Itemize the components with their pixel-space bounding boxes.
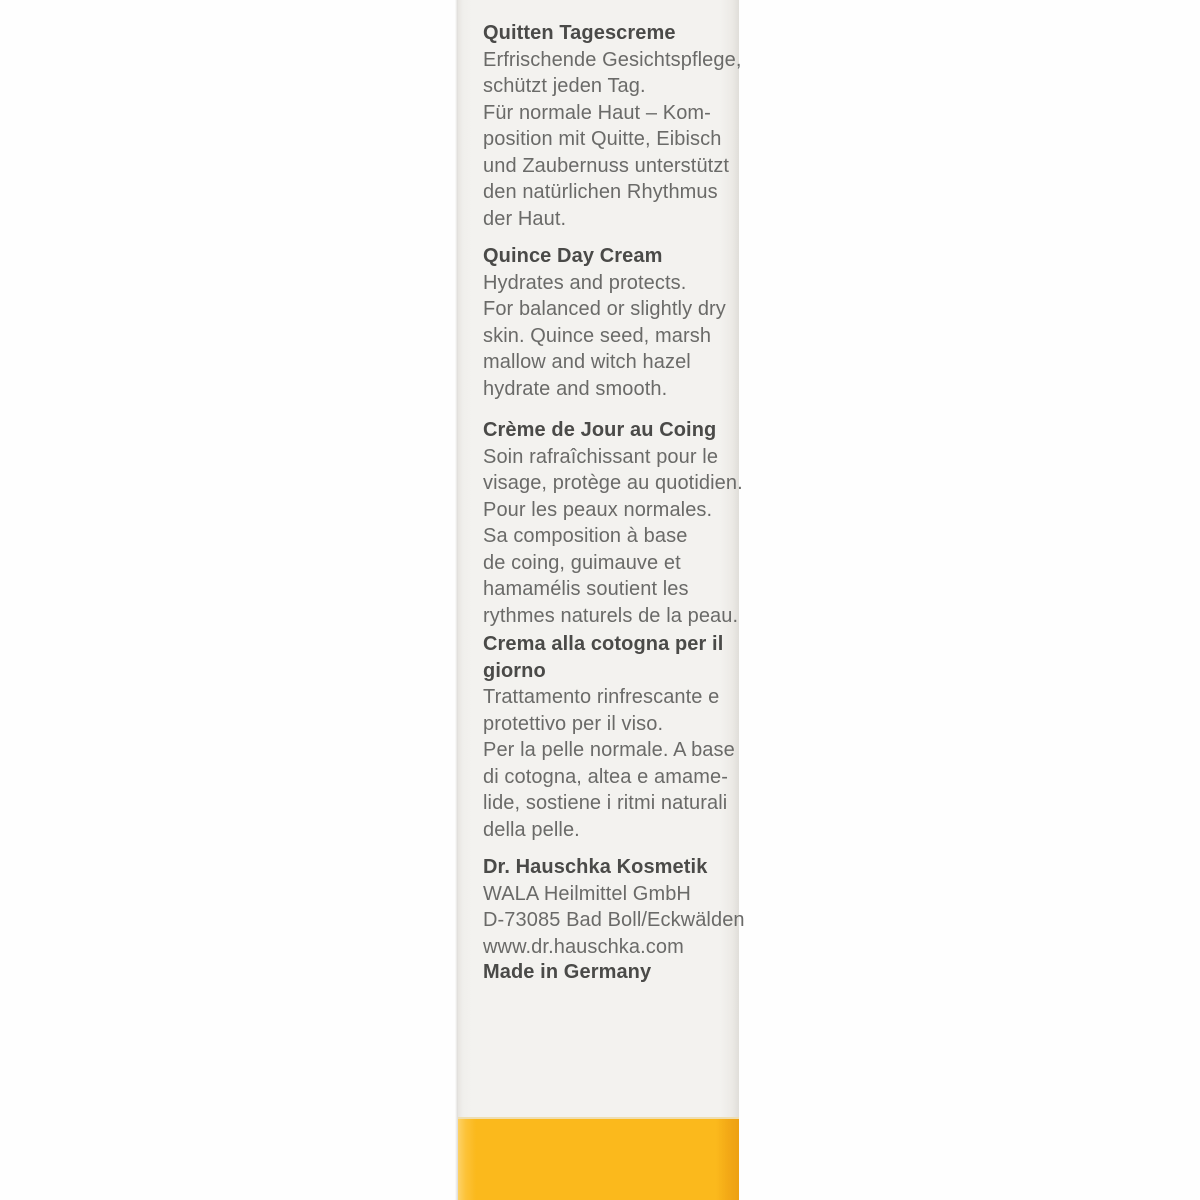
french-line: de coing, guimauve et [483, 551, 681, 574]
german-line: position mit Quitte, Eibisch [483, 128, 722, 150]
french-line: Pour les peaux normales. [483, 498, 713, 521]
manufacturer-name: Dr. Hauschka Kosmetik [483, 856, 708, 878]
italian-line: Trattamento rinfrescante e [483, 686, 720, 708]
english-line: For balanced or slightly dry [483, 298, 726, 320]
german-line: schützt jeden Tag. [483, 75, 646, 97]
italian-line: protettivo per il viso. [483, 712, 664, 735]
french-title: Crème de Jour au Coing [483, 419, 717, 441]
italian-line: di cotogna, altea e amame- [483, 765, 728, 788]
french-line: visage, protège au quotidien. [483, 472, 743, 494]
german-line: Erfrischende Gesichtspflege, [483, 48, 742, 71]
english-line: mallow and witch hazel [483, 351, 691, 373]
italian-line: della pelle. [483, 818, 580, 841]
english-line: Hydrates and protects. [483, 271, 687, 294]
german-line: den natürlichen Rhythmus [483, 181, 718, 203]
section-french [483, 417, 743, 629]
manufacturer-line: WALA Heilmittel GmbH [483, 882, 691, 905]
italian-line: lide, sostiene i ritmi naturali [483, 792, 728, 814]
section-italian [483, 631, 739, 843]
english-line: hydrate and smooth. [483, 377, 668, 400]
box-side-panel [458, 0, 745, 1200]
german-line: und Zaubernuss unterstützt [483, 154, 730, 177]
made-in-germany-label: Made in Germany [483, 961, 652, 983]
french-line: Soin rafraîchissant pour le [483, 445, 719, 468]
section-english [483, 243, 739, 402]
french-line: Sa composition à base [483, 525, 688, 547]
french-line: hamamélis soutient les [483, 578, 689, 600]
manufacturer-website: www.dr.hauschka.com [483, 935, 684, 958]
german-title: Quitten Tagescreme [483, 22, 676, 44]
english-title: Quince Day Cream [483, 245, 663, 267]
section-made-in [483, 959, 739, 986]
italian-title: Crema alla cotogna per il [483, 633, 724, 655]
french-line: rythmes naturels de la peau. [483, 604, 739, 627]
english-line: skin. Quince seed, marsh [483, 324, 712, 347]
german-line: Für normale Haut – Kom- [483, 101, 711, 124]
german-line: der Haut. [483, 207, 567, 230]
italian-line: Per la pelle normale. A base [483, 739, 735, 761]
yellow-accent-band [458, 1117, 739, 1200]
section-manufacturer [483, 854, 745, 960]
italian-title-line2: giorno [483, 659, 546, 682]
section-german [483, 20, 742, 232]
manufacturer-address: D-73085 Bad Boll/Eckwälden [483, 909, 745, 931]
